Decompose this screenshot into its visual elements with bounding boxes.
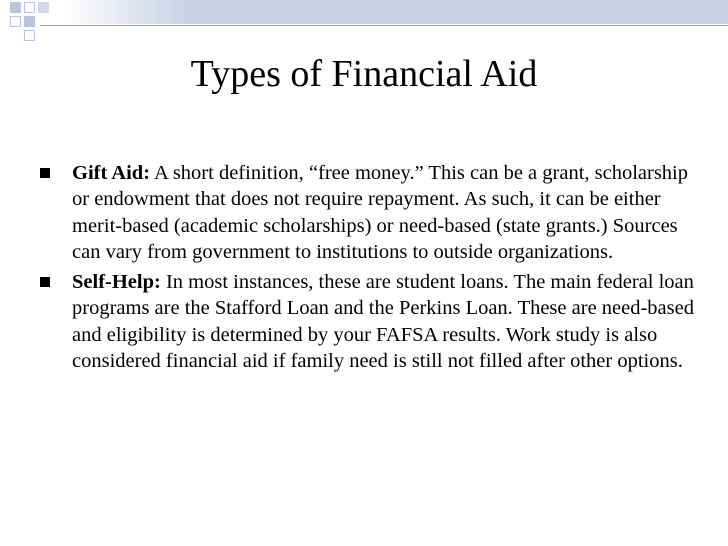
header-decoration [0,0,728,40]
deco-square [10,16,21,27]
deco-square [24,16,35,27]
square-bullet-icon [40,168,50,178]
deco-square [38,2,49,13]
bullet-term: Gift Aid: [72,162,151,184]
bullet-text: A short definition, “free money.” This can be a grant, scholarship or endowment that does not require repayment. As such, it can be either merit-based (academic scholarships) or need-based (state grants.) Sources can vary from government to institutions to outside organizations. [72,162,689,263]
bullet-term: Self-Help: [72,271,161,294]
slide-title: Types of Financial Aid [190,53,538,95]
header-rule [40,25,728,26]
square-bullet-icon [40,277,50,287]
header-band [60,0,728,24]
deco-square [10,2,21,13]
bullet-list [40,160,700,374]
bullet-item-gift-aid [40,160,700,265]
deco-square [24,30,35,41]
deco-square [24,2,35,13]
bullet-item-self-help [40,269,700,374]
bullet-text: In most instances, these are student loans. The main federal loan programs are the Stafford Loan and the Perkins Loan. These are need-based and eligibility is determined by your FAFSA results. Work study is also considered financial aid if family need is still not filled after other options. [72,271,694,373]
